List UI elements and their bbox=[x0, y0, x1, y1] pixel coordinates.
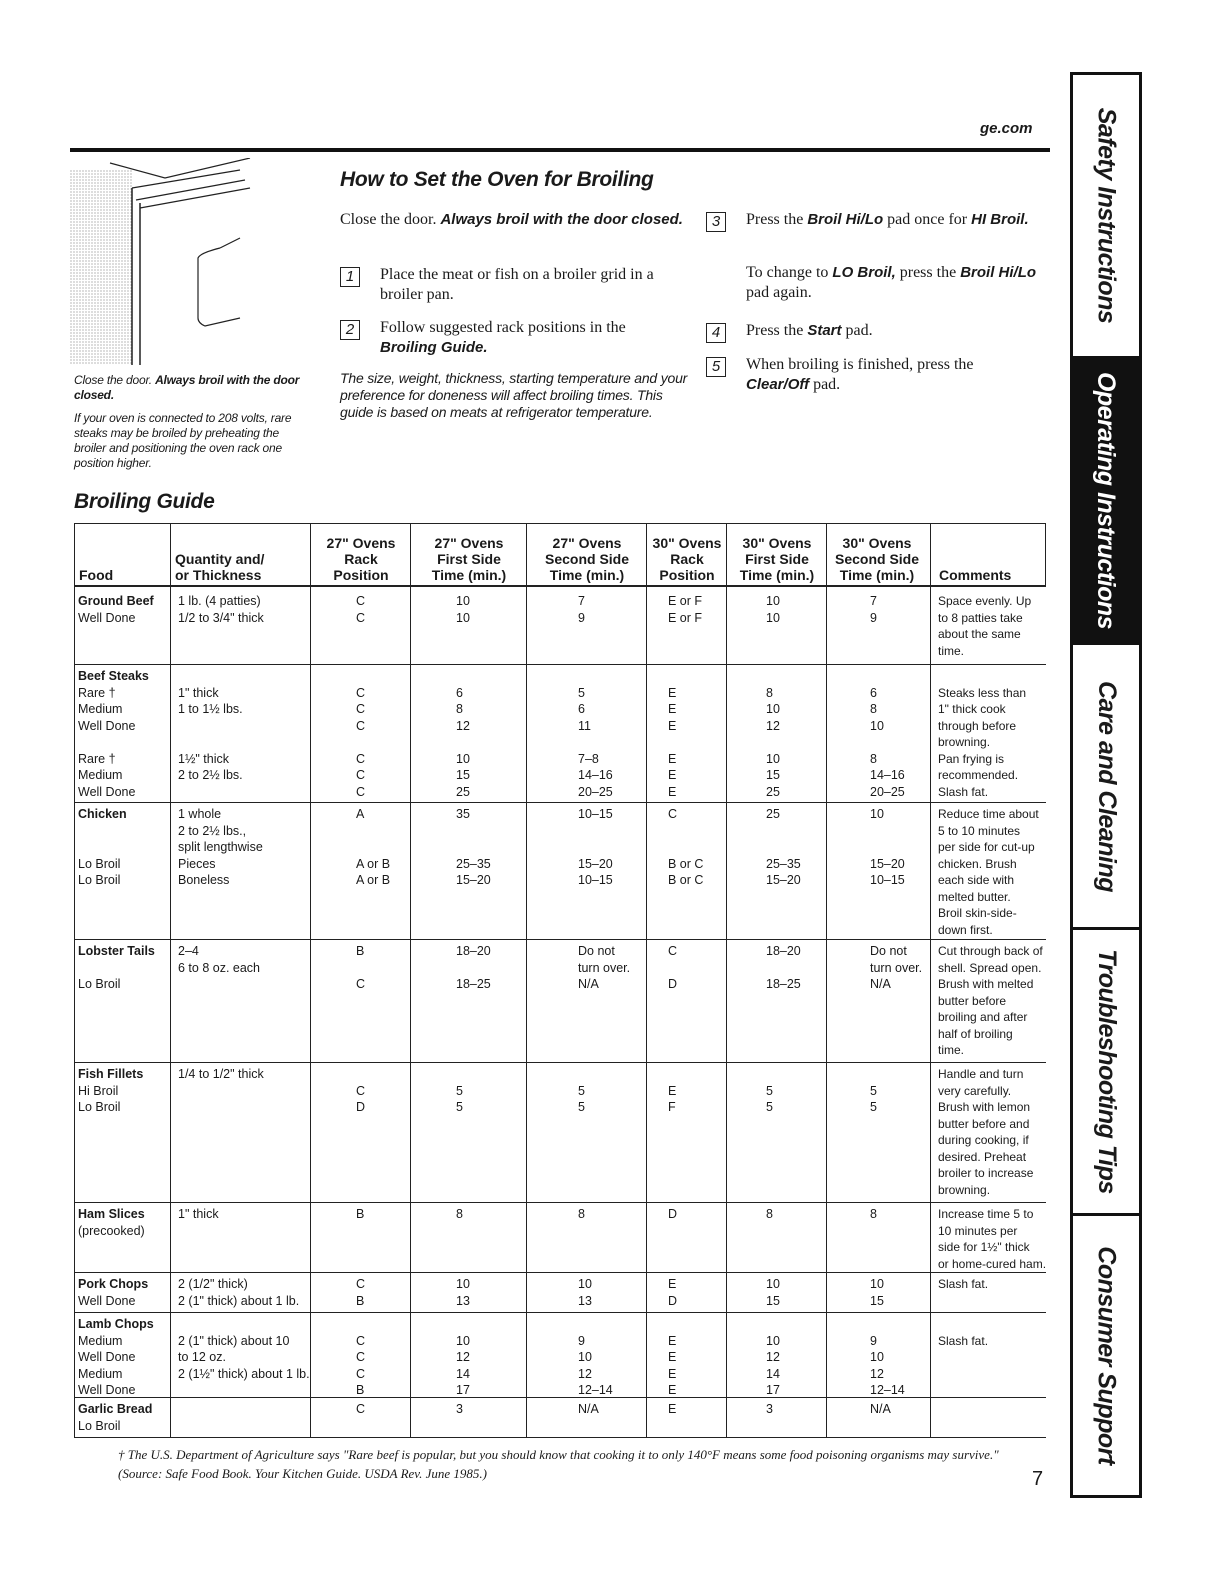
cell-qty: 2 (1" thick) about 10 to 12 oz. 2 (1½" thick) about 1 lb. bbox=[178, 1333, 310, 1381]
cell-s27: 8 bbox=[578, 1207, 585, 1221]
cell-qty: 2 (1/2" thick) 2 (1" thick) about 1 lb. bbox=[178, 1277, 300, 1308]
table-row bbox=[74, 1273, 1046, 1313]
table-row bbox=[74, 1313, 1046, 1398]
cell-f30: 8 10 12 10 15 25 bbox=[766, 685, 780, 799]
col-27-first: 27" Ovens First Side Time (min.) bbox=[431, 535, 507, 583]
cell-s27: 10 13 bbox=[578, 1277, 592, 1308]
cell-r27: C C C C C C bbox=[356, 685, 366, 799]
cell-qty: 2–4 6 to 8 oz. each bbox=[178, 944, 261, 975]
cell-f27: 10 10 bbox=[456, 594, 470, 625]
cell-s27: 9 10 12 12–14 bbox=[578, 1333, 613, 1397]
tab-consumer-support[interactable]: Consumer Support bbox=[1092, 1246, 1121, 1465]
cell-qty: 1/4 to 1/2" thick bbox=[178, 1067, 264, 1081]
cell-com: Handle and turn very carefully. Brush with lemon butter before and during cooking, if desired. Preheat broiler to increase browning. bbox=[938, 1067, 1034, 1197]
cell-com: Reduce time about 5 to 10 minutes per side for cut-up chicken. Brush each side with melted butter. Broil skin-side- down first. bbox=[938, 807, 1039, 937]
cell-com: Slash fat. bbox=[938, 1333, 989, 1348]
cell-f30: 25 25–35 15–20 bbox=[766, 807, 801, 887]
cell-food: Garlic Bread Lo Broil bbox=[78, 1402, 153, 1433]
table-row bbox=[74, 1203, 1046, 1273]
cell-r30: E E E E bbox=[668, 1333, 677, 1397]
cell-food: Beef Steaks Rare † Medium Well Done Rare † Medium Well Done bbox=[78, 669, 149, 799]
cell-r27: C D bbox=[356, 1083, 366, 1114]
cell-f27: 18–20 18–25 bbox=[456, 944, 491, 991]
col-27-rack: 27" Ovens Rack Position bbox=[326, 535, 396, 583]
table-row bbox=[74, 940, 1046, 1063]
cell-s30: 10 15–20 10–15 bbox=[870, 807, 905, 887]
table-row bbox=[74, 665, 1046, 803]
cell-food: Lobster Tails Lo Broil bbox=[78, 944, 155, 991]
cell-r27: C C bbox=[356, 594, 366, 625]
col-30-second: 30" Ovens Second Side Time (min.) bbox=[834, 535, 920, 583]
cell-s30: N/A bbox=[870, 1402, 891, 1416]
cell-f30: 18–20 18–25 bbox=[766, 944, 801, 991]
site-url: ge.com bbox=[980, 120, 1033, 137]
cell-f27: 35 25–35 15–20 bbox=[456, 807, 491, 887]
cell-s30: 9 10 12 12–14 bbox=[870, 1333, 905, 1397]
table-border bbox=[1045, 523, 1046, 587]
col-30-first: 30" Ovens First Side Time (min.) bbox=[739, 535, 815, 583]
tab-safety-instructions[interactable]: Safety Instructions bbox=[1073, 75, 1139, 359]
cell-f27: 3 bbox=[456, 1402, 463, 1416]
cell-food: Ham Slices (precooked) bbox=[78, 1207, 145, 1238]
cell-f30: 10 10 bbox=[766, 594, 780, 625]
cell-r30: C D bbox=[668, 944, 678, 991]
cell-f27: 5 5 bbox=[456, 1083, 463, 1114]
cell-qty: 1" thick bbox=[178, 1207, 219, 1221]
step-number: 1 bbox=[340, 267, 360, 287]
illustration-caption: Close the door. Always broil with the door closed. If your oven is connected to 208 volts, rare steaks may be broiled by preheating the broiler and positioning the oven rack one position higher. bbox=[74, 373, 300, 470]
cell-qty: 1 whole 2 to 2½ lbs., split lengthwise Pieces Boneless bbox=[178, 807, 263, 887]
cell-com: Steaks less than 1" thick cook through before browning. Pan frying is recommended. Slash fat. bbox=[938, 685, 1027, 799]
step-number: 4 bbox=[706, 323, 726, 343]
cell-s30: 6 8 10 8 14–16 20–25 bbox=[870, 685, 905, 799]
col-quantity: Quantity and/ or Thickness bbox=[175, 551, 265, 583]
oven-door-illustration bbox=[70, 158, 275, 366]
cell-r30: C B or C B or C bbox=[668, 807, 704, 887]
col-comments: Comments bbox=[939, 567, 1012, 583]
page-number: 7 bbox=[1032, 1468, 1044, 1490]
cell-f27: 8 bbox=[456, 1207, 463, 1221]
cell-r27: B bbox=[356, 1207, 365, 1221]
table-row bbox=[74, 1063, 1046, 1203]
broiling-setup-heading: How to Set the Oven for Broiling bbox=[340, 168, 654, 191]
cell-f30: 10 15 bbox=[766, 1277, 780, 1308]
cell-f30: 8 bbox=[766, 1207, 773, 1221]
cell-com: Cut through back of shell. Spread open. Brush with melted butter before broiling and after half of broiling time. bbox=[938, 944, 1043, 1057]
cell-food: Lamb Chops Medium Well Done Medium Well Done bbox=[78, 1317, 154, 1397]
cell-r30: E or F E or F bbox=[668, 594, 703, 625]
tab-operating-instructions[interactable]: Operating Instructions bbox=[1073, 359, 1139, 645]
step-number: 2 bbox=[340, 320, 360, 340]
footnote: † The U.S. Department of Agriculture says "Rare beef is popular, but you should know that cooking it to only 140°F means some food poisoning organisms may survive." (Source: Safe Food Book. Your Kitchen Guide. USDA Rev. June 1985.) bbox=[118, 1447, 999, 1481]
cell-food: Chicken Lo Broil Lo Broil bbox=[78, 807, 127, 887]
cell-qty: 1" thick 1 to 1½ lbs. 1½" thick 2 to 2½ lbs. bbox=[178, 685, 243, 782]
cell-f30: 3 bbox=[766, 1402, 773, 1416]
cell-r30: D bbox=[668, 1207, 678, 1221]
broiling-note: The size, weight, thickness, starting temperature and your preference for doneness will affect broiling times. This guide is based on meats at refrigerator temperature. bbox=[340, 370, 688, 420]
cell-s27: 5 6 11 7–8 14–16 20–25 bbox=[578, 685, 613, 799]
cell-s30: 5 5 bbox=[870, 1083, 877, 1114]
cell-s27: 10–15 15–20 10–15 bbox=[578, 807, 613, 887]
cell-s30: 7 9 bbox=[870, 594, 877, 625]
cell-r27: C C C B bbox=[356, 1333, 366, 1397]
cell-f27: 6 8 12 10 15 25 bbox=[456, 685, 470, 799]
step-number: 3 bbox=[706, 212, 726, 232]
col-food: Food bbox=[79, 567, 114, 583]
table-row bbox=[74, 803, 1046, 940]
cell-s30: 10 15 bbox=[870, 1277, 884, 1308]
cell-r30: E E E E E E bbox=[668, 685, 677, 799]
cell-r27: C B bbox=[356, 1277, 366, 1308]
header-rule bbox=[70, 148, 1050, 152]
cell-com: Space evenly. Up to 8 patties take about the same time. bbox=[938, 594, 1032, 658]
tab-care-and-cleaning[interactable]: Care and Cleaning bbox=[1073, 645, 1139, 930]
cell-food: Ground Beef Well Done bbox=[78, 594, 154, 625]
cell-f30: 5 5 bbox=[766, 1083, 773, 1114]
cell-r27: A A or B A or B bbox=[356, 807, 391, 887]
cell-com: Increase time 5 to 10 minutes per side for 1½" thick or home-cured ham. bbox=[938, 1207, 1047, 1271]
cell-food: Pork Chops Well Done bbox=[78, 1277, 149, 1308]
tab-troubleshooting-tips[interactable]: Troubleshooting Tips bbox=[1073, 930, 1139, 1216]
cell-r27: C bbox=[356, 1402, 366, 1416]
cell-r30: E bbox=[668, 1402, 677, 1416]
cell-r30: E D bbox=[668, 1277, 678, 1308]
broiling-guide-table bbox=[74, 523, 1046, 587]
table-row bbox=[74, 590, 1046, 665]
cell-r27: B C bbox=[356, 944, 366, 991]
cell-com: Slash fat. bbox=[938, 1277, 989, 1291]
section-tabs bbox=[1070, 72, 1142, 1498]
broiling-guide-heading: Broiling Guide bbox=[74, 490, 215, 513]
cell-s27: N/A bbox=[578, 1402, 599, 1416]
cell-s27: 5 5 bbox=[578, 1083, 585, 1114]
cell-qty: 1 lb. (4 patties) 1/2 to 3/4" thick bbox=[178, 594, 264, 625]
col-27-second: 27" Ovens Second Side Time (min.) bbox=[544, 535, 630, 583]
cell-s30: 8 bbox=[870, 1207, 877, 1221]
cell-r30: E F bbox=[668, 1083, 677, 1114]
cell-food: Fish Fillets Hi Broil Lo Broil bbox=[78, 1067, 144, 1114]
cell-s30: Do not turn over. N/A bbox=[870, 944, 923, 991]
cell-f27: 10 13 bbox=[456, 1277, 470, 1308]
step-number: 5 bbox=[706, 357, 726, 377]
cell-s27: 7 9 bbox=[578, 594, 585, 625]
intro-text: Close the door. Always broil with the door closed. bbox=[340, 211, 683, 228]
cell-f30: 10 12 14 17 bbox=[766, 1333, 780, 1397]
col-30-rack: 30" Ovens Rack Position bbox=[652, 535, 722, 583]
cell-s27: Do not turn over. N/A bbox=[578, 944, 631, 991]
cell-f27: 10 12 14 17 bbox=[456, 1333, 470, 1397]
table-header bbox=[74, 523, 1046, 587]
table-row bbox=[74, 1398, 1046, 1438]
